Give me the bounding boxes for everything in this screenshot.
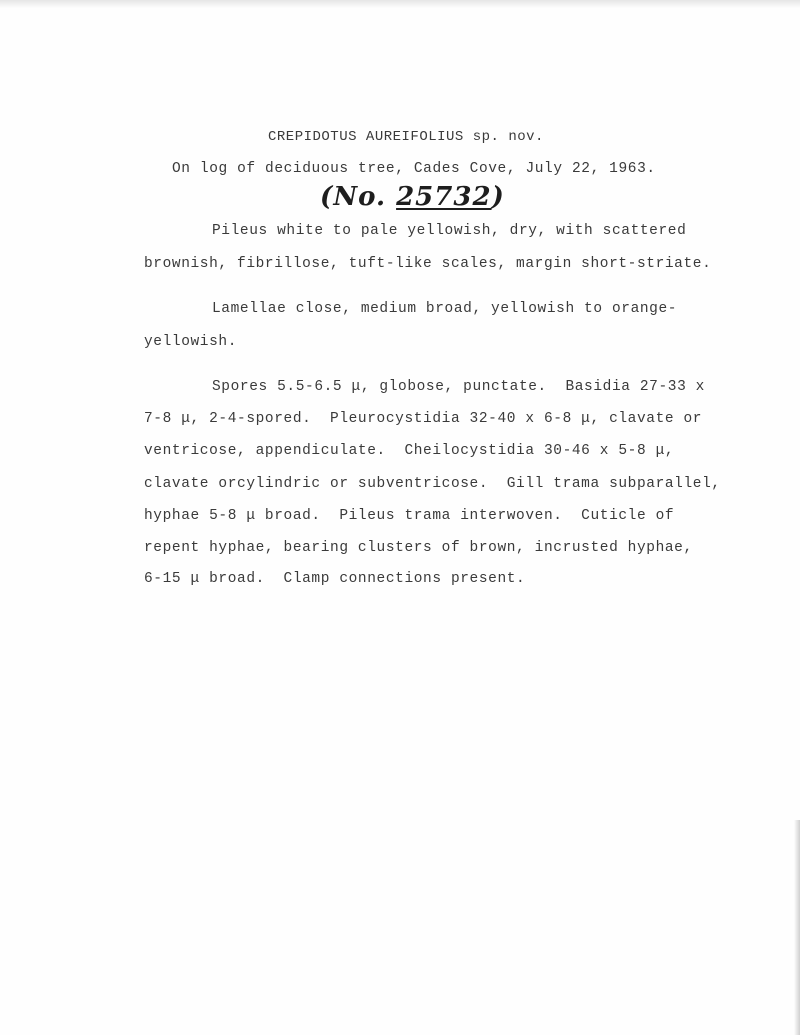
pileus-line-1: Pileus white to pale yellowish, dry, with scattered <box>212 223 687 239</box>
lamellae-line-1: Lamellae close, medium broad, yellowish to orange- <box>212 301 678 317</box>
microscopy-line-7: 6-15 μ broad. Clamp connections present. <box>144 571 526 587</box>
paren-open: ( <box>320 182 334 212</box>
pileus-line-2: brownish, fibrillose, tuft-like scales, margin short-striate. <box>144 256 712 272</box>
microscopy-line-2: 7-8 μ, 2-4-spored. Pleurocystidia 32-40 x 6-8 μ, clavate or <box>144 411 703 427</box>
scan-right-edge <box>794 820 800 1035</box>
microscopy-line-1: Spores 5.5-6.5 μ, globose, punctate. Basidia 27-33 x <box>212 379 705 395</box>
microscopy-line-5: hyphae 5-8 μ broad. Pileus trama interwoven. Cuticle of <box>144 508 675 524</box>
lamellae-line-2: yellowish. <box>144 334 238 350</box>
paren-close: ) <box>491 182 505 212</box>
microscopy-line-6: repent hyphae, bearing clusters of brown, incrusted hyphae, <box>144 540 693 556</box>
specimen-number: 25732 <box>396 182 492 212</box>
number-prefix: No. <box>333 182 387 212</box>
species-title: CREPIDOTUS AUREIFOLIUS sp. nov. <box>268 129 544 145</box>
microscopy-line-3: ventricose, appendiculate. Cheilocystidia 30-46 x 5-8 μ, <box>144 443 675 459</box>
collection-info: On log of deciduous tree, Cades Cove, July 22, 1963. <box>172 161 656 177</box>
handwritten-specimen-number <box>320 182 505 212</box>
microscopy-line-4: clavate orcylindric or subventricose. Gill trama subparallel, <box>144 476 721 492</box>
scan-top-edge <box>0 0 800 8</box>
